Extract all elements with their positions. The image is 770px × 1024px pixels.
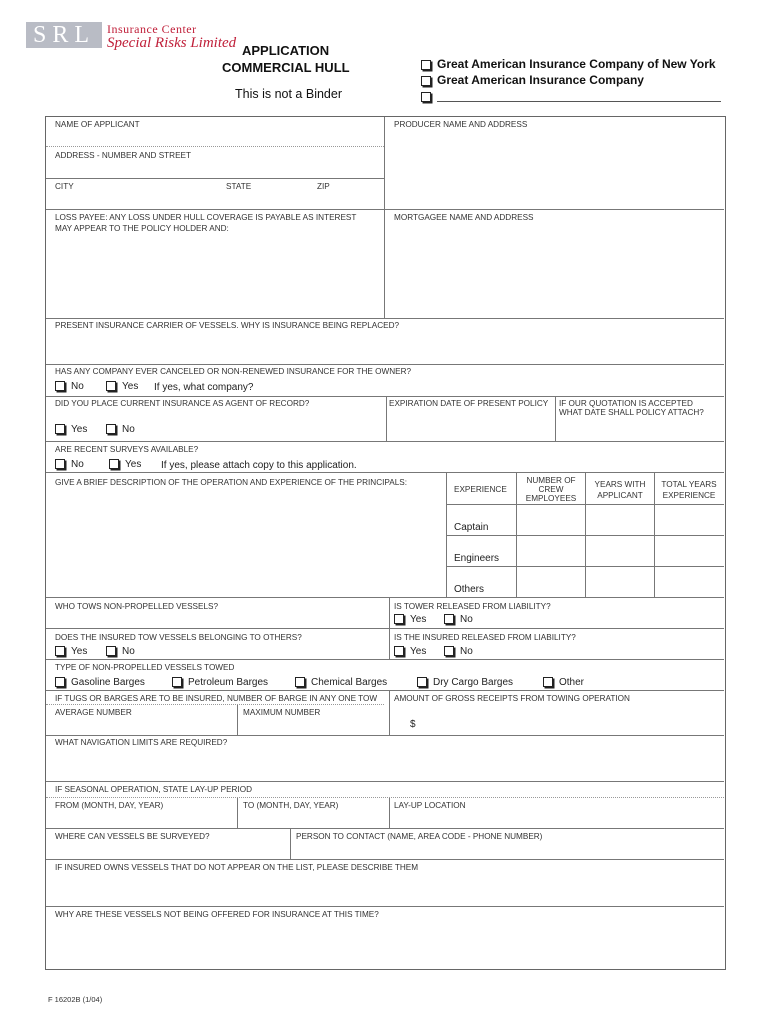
divider — [46, 797, 724, 798]
years-applicant-header-1: YEARS WITH — [594, 480, 646, 489]
insured-released-no-option[interactable]: No — [444, 646, 473, 657]
loss-payee-label: LOSS PAYEE: ANY LOSS UNDER HULL COVERAGE IS PAYABLE AS INTEREST — [55, 213, 357, 222]
average-number-label: AVERAGE NUMBER — [55, 708, 132, 717]
layup-location-label: LAY-UP LOCATION — [394, 801, 466, 810]
surveys-no-option[interactable]: No — [55, 459, 84, 470]
present-carrier-label: PRESENT INSURANCE CARRIER OF VESSELS. WHY IS INSURANCE BEING REPLACED? — [55, 321, 400, 330]
checkbox-icon[interactable] — [55, 381, 65, 391]
surveys-yes-option[interactable]: Yes — [109, 459, 141, 470]
chemical-barges-option[interactable]: Chemical Barges — [295, 677, 387, 688]
divider — [555, 397, 556, 441]
expiration-label: EXPIRATION DATE OF PRESENT POLICY — [389, 399, 549, 408]
surveyed-label: WHERE CAN VESSELS BE SURVEYED? — [55, 832, 210, 841]
divider — [237, 798, 238, 828]
years-applicant-header-2: APPLICANT — [597, 491, 643, 500]
navigation-limits-label: WHAT NAVIGATION LIMITS ARE REQUIRED? — [55, 738, 228, 747]
seasonal-label: IF SEASONAL OPERATION, STATE LAY-UP PERIOD — [55, 785, 252, 794]
divider — [389, 691, 390, 735]
to-date-label: TO (MONTH, DAY, YEAR) — [243, 801, 339, 810]
divider — [46, 781, 724, 782]
tower-yes-option[interactable]: Yes — [394, 614, 426, 625]
form-number: F 16202B (1/04) — [48, 995, 103, 1004]
tow-others-label: DOES THE INSURED TOW VESSELS BELONGING TO OTHERS? — [55, 633, 302, 642]
checkbox-icon[interactable] — [394, 646, 404, 656]
checkbox-icon[interactable] — [543, 677, 553, 687]
divider — [46, 318, 724, 319]
why-not-offered-label: WHY ARE THESE VESSELS NOT BEING OFFERED FOR INSURANCE AT THIS TIME? — [55, 910, 379, 919]
loss-payee-label-2: MAY APPEAR TO THE POLICY HOLDER AND: — [55, 224, 229, 233]
description-label: GIVE A BRIEF DESCRIPTION OF THE OPERATION AND EXPERIENCE OF THE PRINCIPALS: — [55, 478, 407, 487]
divider — [46, 146, 384, 147]
divider — [446, 473, 447, 597]
checkbox-icon[interactable] — [172, 677, 182, 687]
total-years-header-1: TOTAL YEARS — [661, 480, 717, 489]
agent-yes-option[interactable]: Yes — [55, 424, 87, 435]
checkbox-icon[interactable] — [55, 677, 65, 687]
total-years-header-2: EXPERIENCE — [662, 491, 716, 500]
tow-others-no-option[interactable]: No — [106, 646, 135, 657]
logo-line1: Insurance Center — [107, 22, 197, 36]
divider — [290, 829, 291, 859]
row-others: Others — [454, 584, 485, 595]
insured-released-label: IS THE INSURED RELEASED FROM LIABILITY? — [394, 633, 576, 642]
other-barges-option[interactable]: Other — [543, 677, 584, 688]
applicant-name-label: NAME OF APPLICANT — [55, 120, 140, 129]
canceled-yes-option[interactable]: Yes — [106, 381, 138, 392]
carrier-other-line[interactable] — [437, 91, 721, 102]
checkbox-icon[interactable] — [55, 424, 65, 434]
divider — [46, 209, 724, 210]
checkbox-icon[interactable] — [421, 76, 431, 86]
checkbox-icon[interactable] — [109, 459, 119, 469]
row-engineers: Engineers — [454, 553, 500, 564]
tow-others-yes-option[interactable]: Yes — [55, 646, 87, 657]
checkbox-icon[interactable] — [106, 381, 116, 391]
logo-letters: SRL — [32, 21, 95, 48]
checkbox-icon[interactable] — [295, 677, 305, 687]
divider — [46, 597, 724, 598]
binder-notice: This is not a Binder — [235, 87, 342, 101]
checkbox-icon[interactable] — [421, 60, 431, 70]
tower-released-label: IS TOWER RELEASED FROM LIABILITY? — [394, 602, 551, 611]
zip-label: ZIP — [317, 182, 330, 191]
divider — [46, 628, 724, 629]
attach-date-label: IF OUR QUOTATION IS ACCEPTED — [559, 399, 693, 408]
city-label: CITY — [55, 182, 74, 191]
carrier-option-ny[interactable]: Great American Insurance Company of New York — [421, 57, 716, 71]
mortgagee-label: MORTGAGEE NAME AND ADDRESS — [394, 213, 534, 222]
maximum-number-label: MAXIMUM NUMBER — [243, 708, 321, 717]
experience-header: EXPERIENCE — [454, 485, 507, 494]
surveys-attach-prompt: If yes, please attach copy to this application. — [161, 460, 357, 471]
checkbox-icon[interactable] — [417, 677, 427, 687]
row-captain: Captain — [454, 522, 489, 533]
surveys-label: ARE RECENT SURVEYS AVAILABLE? — [55, 445, 199, 454]
checkbox-icon[interactable] — [421, 92, 431, 102]
insured-released-yes-option[interactable]: Yes — [394, 646, 426, 657]
divider — [46, 472, 724, 473]
carrier-option-ga[interactable]: Great American Insurance Company — [421, 73, 644, 87]
title-line2: COMMERCIAL HULL — [222, 60, 350, 75]
agent-record-label: DID YOU PLACE CURRENT INSURANCE AS AGENT OF RECORD? — [55, 399, 310, 408]
dollar-sign: $ — [410, 719, 416, 730]
crew-header-2: CREW — [538, 485, 564, 494]
gross-receipts-label: AMOUNT OF GROSS RECEIPTS FROM TOWING OPERATION — [394, 694, 630, 703]
divider — [389, 598, 390, 659]
divider — [237, 705, 238, 735]
divider — [46, 690, 724, 691]
divider — [46, 396, 724, 397]
checkbox-icon[interactable] — [444, 646, 454, 656]
divider — [46, 364, 724, 365]
divider — [46, 906, 724, 907]
title-line1: APPLICATION — [242, 43, 330, 58]
canceled-label: HAS ANY COMPANY EVER CANCELED OR NON-RENEWED INSURANCE FOR THE OWNER? — [55, 367, 412, 376]
divider — [46, 704, 384, 705]
state-label: STATE — [226, 182, 252, 191]
divider — [384, 117, 385, 318]
divider — [516, 473, 517, 597]
divider — [389, 798, 390, 828]
crew-header-3: EMPLOYEES — [525, 494, 577, 503]
divider — [46, 735, 724, 736]
divider — [46, 659, 724, 660]
gasoline-barges-option[interactable]: Gasoline Barges — [55, 677, 145, 688]
checkbox-icon[interactable] — [106, 424, 116, 434]
divider — [585, 473, 586, 597]
agent-no-option[interactable]: No — [106, 424, 135, 435]
divider — [46, 828, 724, 829]
checkbox-icon[interactable] — [55, 459, 65, 469]
divider — [46, 859, 724, 860]
divider — [46, 178, 384, 179]
divider — [654, 473, 655, 597]
checkbox-icon[interactable] — [394, 614, 404, 624]
logo-line2: Special Risks Limited — [107, 35, 237, 51]
petroleum-barges-option[interactable]: Petroleum Barges — [172, 677, 268, 688]
tower-no-option[interactable]: No — [444, 614, 473, 625]
attach-date-label-2: WHAT DATE SHALL POLICY ATTACH? — [559, 408, 704, 417]
canceled-no-option[interactable]: No — [55, 381, 84, 392]
checkbox-icon[interactable] — [444, 614, 454, 624]
canceled-company-prompt: If yes, what company? — [154, 382, 254, 393]
from-date-label: FROM (MONTH, DAY, YEAR) — [55, 801, 164, 810]
carrier-option-other[interactable] — [421, 89, 721, 103]
srl-logo — [26, 22, 102, 48]
contact-label: PERSON TO CONTACT (NAME, AREA CODE - PHONE NUMBER) — [296, 832, 543, 841]
crew-header-1: NUMBER OF — [526, 476, 576, 485]
not-on-list-label: IF INSURED OWNS VESSELS THAT DO NOT APPEAR ON THE LIST, PLEASE DESCRIBE THEM — [55, 863, 419, 872]
type-towed-label: TYPE OF NON-PROPELLED VESSELS TOWED — [55, 663, 235, 672]
producer-label: PRODUCER NAME AND ADDRESS — [394, 120, 528, 129]
checkbox-icon[interactable] — [106, 646, 116, 656]
who-tows-label: WHO TOWS NON-PROPELLED VESSELS? — [55, 602, 219, 611]
divider — [46, 441, 724, 442]
checkbox-icon[interactable] — [55, 646, 65, 656]
tugs-barges-label: IF TUGS OR BARGES ARE TO BE INSURED, NUMBER OF BARGE IN ANY ONE TOW — [55, 694, 378, 703]
dry-cargo-barges-option[interactable]: Dry Cargo Barges — [417, 677, 513, 688]
address-label: ADDRESS - NUMBER AND STREET — [55, 151, 192, 160]
divider — [386, 397, 387, 441]
